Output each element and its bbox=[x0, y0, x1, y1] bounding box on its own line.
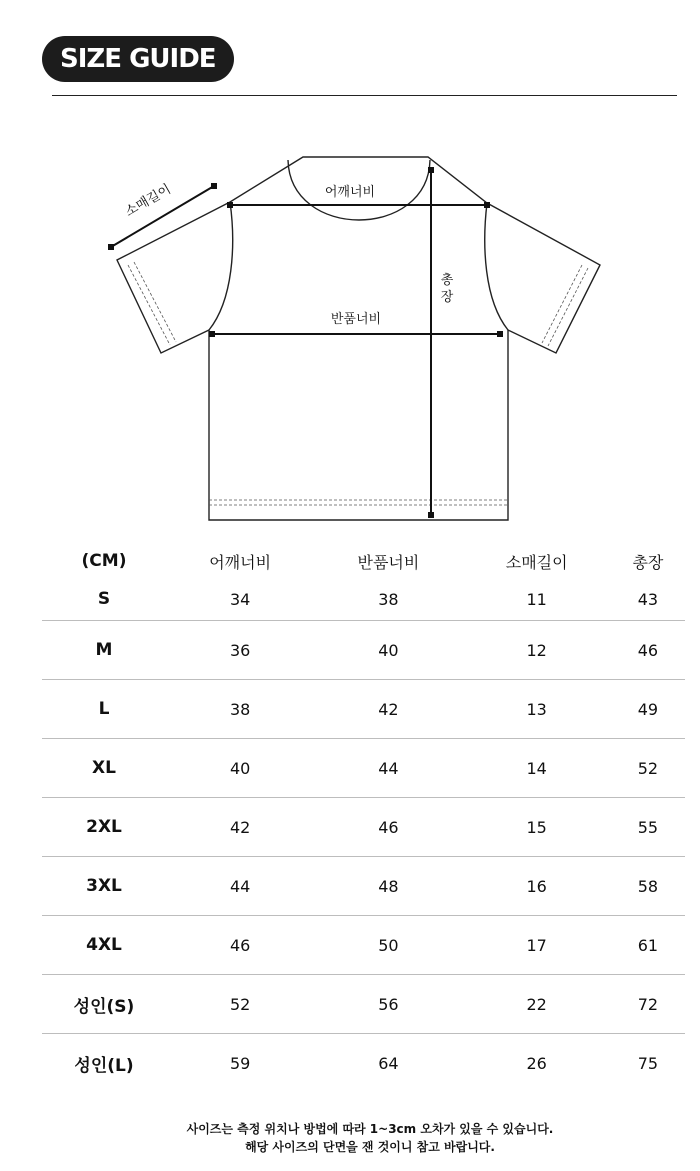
length-label-2: 장 bbox=[440, 290, 454, 305]
table-row bbox=[42, 621, 685, 680]
table-row bbox=[42, 584, 685, 621]
size-cell: 2XL bbox=[42, 798, 166, 857]
value-cell: 61 bbox=[611, 916, 685, 975]
unit-label: (CM) bbox=[81, 551, 127, 571]
value-cell: 11 bbox=[526, 589, 547, 609]
value-cell: 15 bbox=[463, 798, 611, 857]
value-cell: 17 bbox=[463, 916, 611, 975]
value-cell: 50 bbox=[314, 916, 462, 975]
column-header: 총장 bbox=[632, 552, 664, 572]
value-cell: 75 bbox=[611, 1034, 685, 1093]
value-cell: 58 bbox=[611, 857, 685, 916]
measurement-notice bbox=[0, 1120, 700, 1156]
value-cell: 36 bbox=[166, 621, 314, 680]
column-header: 어깨너비 bbox=[209, 552, 272, 572]
measure-endpoints bbox=[108, 167, 503, 518]
table-row bbox=[42, 975, 685, 1034]
size-cell: 3XL bbox=[42, 857, 166, 916]
size-cell: S bbox=[97, 589, 111, 609]
chest-label: 반품너비 bbox=[330, 312, 382, 327]
table-header-row bbox=[42, 538, 685, 584]
value-cell: 52 bbox=[611, 739, 685, 798]
column-header: 소매길이 bbox=[505, 552, 568, 572]
size-cell: L bbox=[42, 680, 166, 739]
value-cell: 13 bbox=[463, 680, 611, 739]
value-cell: 49 bbox=[611, 680, 685, 739]
value-cell: 46 bbox=[166, 916, 314, 975]
table-row bbox=[42, 1034, 685, 1093]
value-cell: 38 bbox=[166, 680, 314, 739]
value-cell: 22 bbox=[463, 975, 611, 1034]
value-cell: 34 bbox=[229, 589, 251, 609]
value-cell: 55 bbox=[611, 798, 685, 857]
column-header: 반품너비 bbox=[357, 552, 420, 572]
value-cell: 46 bbox=[611, 621, 685, 680]
size-cell: 성인(S) bbox=[42, 975, 166, 1034]
value-cell: 43 bbox=[637, 589, 659, 609]
size-guide-title: SIZE GUIDE bbox=[42, 36, 234, 82]
stitch-lines bbox=[128, 262, 588, 505]
value-cell: 46 bbox=[314, 798, 462, 857]
value-cell: 72 bbox=[611, 975, 685, 1034]
value-cell: 48 bbox=[314, 857, 462, 916]
measure-lines bbox=[111, 170, 500, 515]
value-cell: 40 bbox=[166, 739, 314, 798]
tshirt-diagram bbox=[0, 100, 700, 530]
value-cell: 42 bbox=[314, 680, 462, 739]
value-cell: 42 bbox=[166, 798, 314, 857]
size-cell: 성인(L) bbox=[42, 1034, 166, 1093]
value-cell: 64 bbox=[314, 1034, 462, 1093]
table-row bbox=[42, 916, 685, 975]
tshirt-outline bbox=[117, 157, 600, 520]
sleeve-label: 소매길이 bbox=[122, 181, 174, 221]
value-cell: 38 bbox=[378, 589, 399, 609]
shoulder-label: 어깨너비 bbox=[324, 185, 376, 200]
size-cell: 4XL bbox=[42, 916, 166, 975]
size-table bbox=[42, 538, 685, 1092]
value-cell: 14 bbox=[463, 739, 611, 798]
value-cell: 26 bbox=[463, 1034, 611, 1093]
value-cell: 16 bbox=[463, 857, 611, 916]
table-row bbox=[42, 857, 685, 916]
size-cell: M bbox=[42, 621, 166, 680]
notice-line-1: 사이즈는 측정 위치나 방법에 따라 1~3cm 오차가 있을 수 있습니다. bbox=[186, 1122, 554, 1136]
notice-line-2: 해당 사이즈의 단면을 잰 것이니 참고 바랍니다. bbox=[245, 1140, 495, 1154]
length-label-1: 총 bbox=[440, 273, 454, 288]
table-row bbox=[42, 680, 685, 739]
value-cell: 59 bbox=[166, 1034, 314, 1093]
table-row bbox=[42, 739, 685, 798]
size-cell: XL bbox=[42, 739, 166, 798]
value-cell: 56 bbox=[314, 975, 462, 1034]
table-row bbox=[42, 798, 685, 857]
header-divider bbox=[52, 95, 677, 96]
value-cell: 40 bbox=[314, 621, 462, 680]
value-cell: 44 bbox=[314, 739, 462, 798]
value-cell: 12 bbox=[463, 621, 611, 680]
value-cell: 44 bbox=[166, 857, 314, 916]
value-cell: 52 bbox=[166, 975, 314, 1034]
